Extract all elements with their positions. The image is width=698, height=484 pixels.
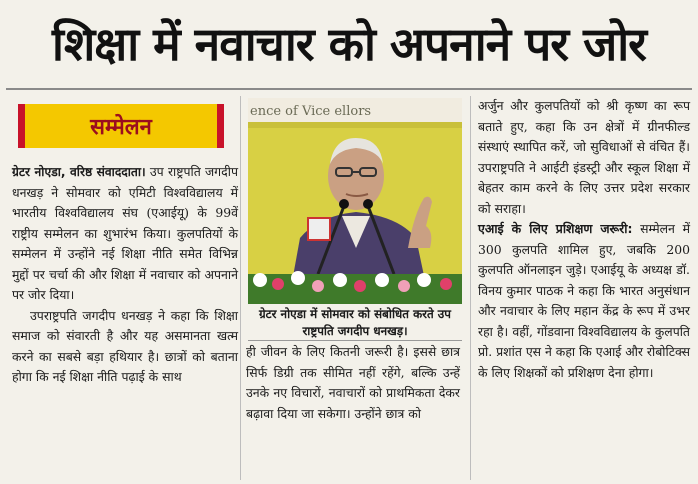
photo-illustration: [248, 98, 462, 304]
photo-banner-text: ence of Vice ellors: [250, 104, 372, 119]
caption-rule: [248, 340, 462, 341]
headline: शिक्षा में नवाचार को अपनाने पर जोर: [52, 17, 646, 71]
paragraph: ही जीवन के लिए कितनी जरूरी है। इससे छात्र सिर्फ डिग्री तक सीमित नहीं रहेंगे, बल्कि उन्हें उनके नए विचारों, नवाचारों को प्राथमिकता देकर बढ़ावा दिया जा सकेगा। उन्होंने छात्र को: [246, 344, 460, 421]
column-2: [246, 342, 460, 424]
paragraph: उप राष्ट्रपति जगदीप धनखड़ ने सोमवार को एमिटी विश्वविद्यालय में भारतीय विश्वविद्यालय संघ (एआईयू) के 99वें राष्ट्रीय सम्मेलन का शुभारंभ किया। कुलपतियों के सम्मेलन में उन्होंने नई शिक्षा नीति समेत विभिन्न मुद्दों पर चर्चा की और शिक्षा में नवाचार को अपनाने पर जोर दिया।: [12, 164, 238, 302]
column-divider: [470, 96, 471, 480]
photo-caption: ग्रेटर नोएडा में सोमवार को संबोधित करते उप राष्ट्रपति जगदीप धनखड़।: [259, 307, 451, 338]
column-divider: [240, 96, 241, 480]
subheading: एआई के लिए प्रशिक्षण जरूरी:: [478, 221, 633, 236]
byline: ग्रेटर नोएडा, वरिष्ठ संवाददाता।: [12, 165, 146, 179]
column-3: [478, 96, 690, 383]
paragraph: सम्मेलन में 300 कुलपति शामिल हुए, जबकि 200 कुलपति ऑनलाइन जुड़े। एआईयू के अध्यक्ष डॉ. विनय कुमार पाठक ने कहा कि भारत अनुसंधान और नवाचार के लिए महान केंद्र के रूप में उभर रहा है। वहीं, गोंडवाना विश्वविद्यालय के कुलपति प्रो. प्रशांत एस ने कहा कि एआई और रोबोटिक्स के लिए शिक्षकों को प्रशिक्षण देना होगा।: [478, 221, 691, 380]
section-tag-label: सम्मेलन: [90, 115, 152, 140]
headline-rule: [6, 88, 692, 90]
column-1: [12, 162, 238, 388]
paragraph: उपराष्ट्रपति जगदीप धनखड़ ने कहा कि शिक्षा समाज को संवारती है और यह असमानता खत्म करने का सबसे बड़ा हथियार है। छात्रों को बताना होगा कि नई शिक्षा नीति पढ़ाई के साथ: [12, 307, 238, 384]
section-tag: [18, 104, 224, 148]
paragraph: अर्जुन और कुलपतियों को श्री कृष्ण का रूप बताते हुए, कहा कि उन क्षेत्रों में ग्रीनफील्ड संस्थाएं स्थापित करें, जो सुविधाओं से वंचित हैं। उपराष्ट्रपति ने आईटी इंडस्ट्री और स्कूल शिक्षा में बेहतर काम करने के लिए उत्तर प्रदेश सरकार को सराहा।: [478, 98, 690, 216]
news-photo: [248, 98, 462, 304]
